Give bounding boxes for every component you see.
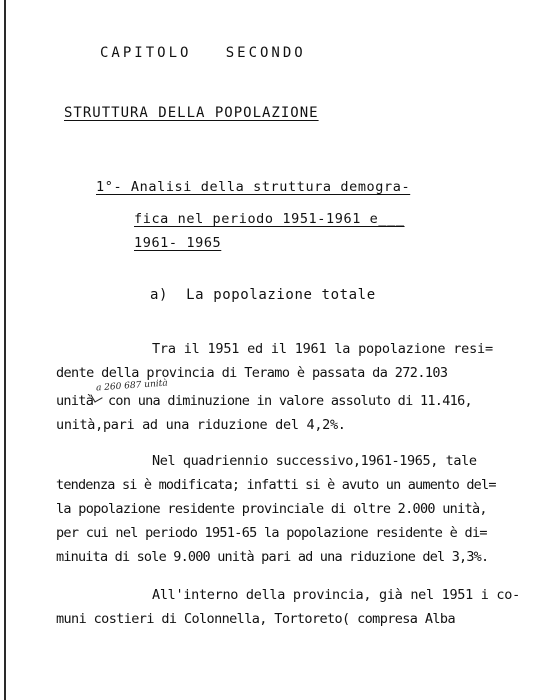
handwritten-note: a 260 687 unità <box>95 378 169 394</box>
paragraph-line-4: unità,pari ad una riduzione del 4,2%. <box>56 417 346 433</box>
paragraph-line-11: muni costieri di Colonnella, Tortoreto( compresa Alba <box>56 611 455 627</box>
paragraph-line-10: All'interno della provincia, già nel 1951 i co- <box>152 587 520 603</box>
paragraph-line-1: Tra il 1951 ed il 1961 la popolazione resi= <box>152 341 493 357</box>
paragraph-line-8: per cui nel periodo 1951-65 la popolazione residente è di= <box>56 525 487 541</box>
subheading-text: a) La popolazione totale <box>150 287 376 303</box>
paragraph-line-7: la popolazione residente provinciale di oltre 2.000 unità, <box>56 501 487 517</box>
paragraph-line-9: minuita di sole 9.000 unità pari ad una riduzione del 3,3%. <box>56 549 489 565</box>
paragraph-line-2: dente della provincia di Teramo è passata da 272.103 <box>56 365 448 381</box>
paragraph-line-5: Nel quadriennio successivo,1961-1965, tale <box>152 453 477 469</box>
heading-line-2: fica nel periodo 1951-1961 e___ <box>134 211 405 227</box>
paragraph-line-6: tendenza si è modificata; infatti si è avuto un aumento del= <box>56 477 496 493</box>
chapter-title: CAPITOLO SECONDO <box>100 45 306 61</box>
heading-line-1: 1°- Analisi della struttura demogra- <box>96 179 411 195</box>
paragraph-line-3: unità con una diminuzione in valore assoluto di 11.416, <box>56 393 472 409</box>
heading-line-3: 1961- 1965 <box>134 235 222 251</box>
page-left-edge <box>4 0 6 700</box>
section-title: STRUTTURA DELLA POPOLAZIONE <box>64 105 319 121</box>
subheading <box>150 286 376 304</box>
